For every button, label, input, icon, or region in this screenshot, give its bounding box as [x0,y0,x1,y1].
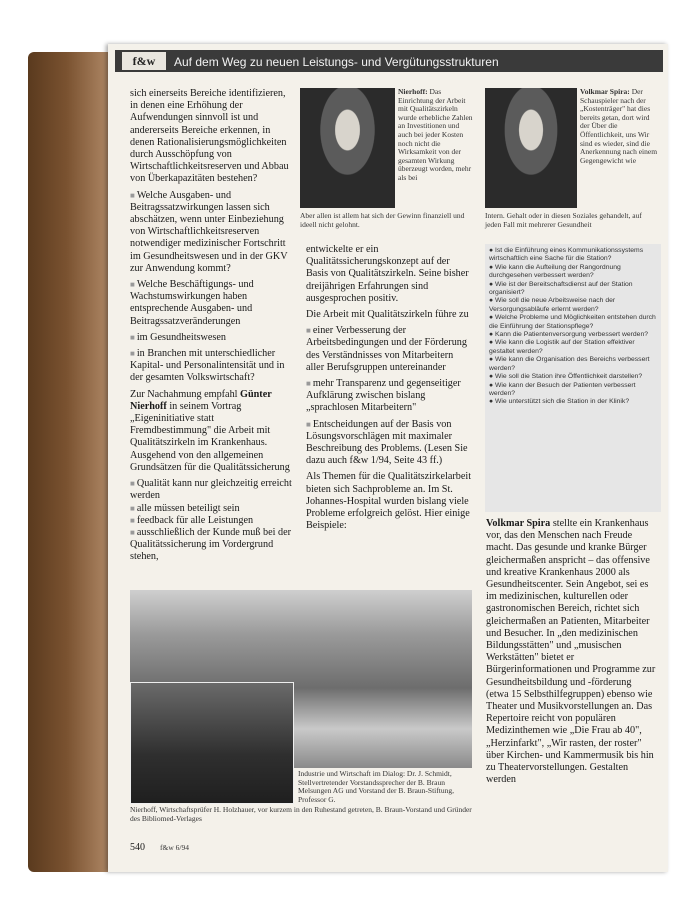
middle-para1: entwickelte er ein Qualitätssicherungskonzept auf der Basis von Qualitätszirkeln. Seine bisher dreijährigen Erfahrungen sind ausgesprochen positiv. [306,244,469,304]
question-item: ● Kann die Patientenversorgung verbessert werden? [489,331,657,339]
left-bullet8: ■ ausschließlich der Kunde muß bei der Qualitätssicherung im Vordergrund stehen, [130,527,292,564]
header-title: Auf dem Weg zu neuen Leistungs- und Vergütungsstrukturen [174,55,499,69]
left-bullet3: ■ im Gesundheitswesen [130,332,292,344]
question-item: ● Wie kann die Organisation des Bereichs verbessert werden? [489,356,657,373]
conference-caption-bottom: Nierhoff, Wirtschaftsprüfer H. Holzhauer, vor kurzem in den Ruhestand getreten, B. Braun-Vorstand und Gründer des Bibliomed-Verlages [130,805,472,823]
question-item: ● Welche Probleme und Möglichkeiten entstehen durch die Einführung der Stationspflege? [489,314,657,331]
question-item: ● Wie soll die Station ihre Öffentlichkeit darstellen? [489,373,657,381]
left-bullet5: ■ Qualität kann nur gleichzeitig erreicht werden [130,478,292,502]
middle-bullet1: ■ einer Verbesserung der Arbeitsbedingungen und der Förderung des Verständnisses von Mitarbeitern aller Berufsgruppen untereinander [306,325,472,374]
left-para1: sich einerseits Bereiche identifizieren, in denen eine Erhöhung der Aufwendungen sinnvoll ist und andererseits Bereiche erkennen, in denen Rationalisierungsmöglichkeiten durch Ausschöpfung von Wirtschaftlichkeitsreserven und Abbau von Überkapazitäten bestehen? [130,88,289,185]
left-bullet1: ■ Welche Ausgaben- und Beitragssatzwirkungen lassen sich abschätzen, wenn unter Einbeziehung von Wirtschaftlichkeitsreserven notwendiger medizinischer Fortschritt im Gesundheitswesen und in der GKV zur Anwendung kommt? [130,190,292,275]
speaker-nierhoff: Günter Nierhoff [130,388,272,412]
left-column [130,88,292,564]
middle-column [306,244,472,536]
question-box [485,244,661,512]
left-bullet7: ■ feedback für alle Leistungen [130,515,292,527]
right-column-text: stellte ein Krankenhaus vor, das den Menschen nach Freude macht. Das gesunde und kranke Bürger gleichermaßen anspricht – das offensive und kreative Krankenhaus 2000 als Gesundheitscenter. Sein Angebot, sei es im medizinischen, kulturellen oder gastronomischen Bereich, richtet sich gleichermaßen an Patienten, Mitarbeiter und Besucher. In „den medizinischen Bildungsstätten" und „musischen Werkstätten" bietet er Bürgerinformationen und Programme zur Gesundheitsbildung und -förderung (etwa 15 Selbsthilfegruppen) ebenso wie Theater und Musikvorstellungen an. Das Repertoire reicht von populären Medizinthemen wie „Die Frau ab 40", „Herzinfarkt", „Wir rasten, der roster" über Kirchen- und Kammermusik bis hin zu Theatervorstellungen. Gestalten werden [486,518,656,786]
right-column [486,518,656,786]
nierhoff-caption: Aber allen ist allem hat sich der Gewinn finanziell und ideell nicht gelohnt. [300,211,465,229]
conference-caption-right: Industrie und Wirtschaft im Dialog: Dr. J. Schmidt, Stellvertretender Vorstandssprecher der B. Braun Melsungen AG und Vorstand der B. Braun-Stiftung, Professor G. [298,769,454,804]
spira-quote [580,88,658,165]
spira-quote-label: Volkmar Spira: [580,87,630,96]
spira-quote-text: Der Schauspieler nach der „Kostenträger" hat dies bereits getan, dort wird der Über die Öffentlichkeit, uns Wir sind es wieder, sind die Anerkennung nach einem Gegengewicht wie [580,87,658,165]
left-para2-post: in seinem Vortrag „Eigeninitiative statt Fremdbestimmung" die Arbeit mit Qualitätszirkeln im Krankenhaus. Ausgehend von den allgemeinen Grundsätzen für die Qualitätssicherung [130,400,290,473]
left-para2 [130,389,292,474]
question-item: ● Wie kann die Aufteilung der Rangordnung durchgesehen verbessert werden? [489,264,657,281]
question-item: ● Wie soll die neue Arbeitsweise nach der Versorgungsabläufe erlernt werden? [489,297,657,314]
conference-inset-photo [130,682,294,804]
question-item: ● Wie kann die Logistik auf der Station effektiver gestaltet werden? [489,339,657,356]
spira-caption: Intern. Gehalt oder in diesen Soziales gehandelt, auf jeden Fall mit mehrerer Gesundheit [485,211,642,229]
journal-issue: f&w 6/94 [160,843,189,852]
speaker-spira: Volkmar Spira [486,518,551,529]
left-para2-pre: Zur Nachahmung empfahl [130,388,241,400]
question-item: ● Wie ist der Bereitschaftsdienst auf der Station organisiert? [489,281,657,298]
nierhoff-quote-text: Das Einrichtung der Arbeit mit Qualitätszirkeln wurde erhebliche Zahlen an Investitionen und auch bei jeder Kosten noch nicht die Wirksamkeit von der gesamten Wirkung überzeugt worden, mehr als bei [398,87,473,182]
middle-para3: Als Themen für die Qualitätszirkelarbeit bieten sich Sachprobleme an. Im St. Johannes-Hospital wurden bislang viele Probleme erfolgreich gelöst. Hier einige Beispiele: [306,471,472,532]
middle-para2: Die Arbeit mit Qualitätszirkeln führe zu [306,309,469,321]
spira-photo [485,88,577,208]
question-item: ● Wie unterstützt sich die Station in der Klinik? [489,398,657,406]
middle-bullet3: ■ Entscheidungen auf der Basis von Lösungsvorschlägen mit maximaler Beschreibung des Problems. (Lesen Sie dazu auch f&w 1/94, Seite 43 ff.) [306,419,472,468]
page-number: 540 [130,842,145,853]
nierhoff-photo [300,88,395,208]
middle-bullet2: ■ mehr Transparenz und gegenseitiger Aufklärung zwischen bislang „sprachlosen Mitarbeitern" [306,378,472,415]
journal-logo: f&w [122,52,166,70]
nierhoff-quote [398,88,473,183]
left-bullet4: ■ in Branchen mit unterschiedlicher Kapital- und Personalintensität und in der gesamten Volkswirtschaft? [130,348,292,385]
nierhoff-quote-label: Nierhoff: [398,87,428,96]
left-bullet2: ■ Welche Beschäftigungs- und Wachstumswirkungen haben entsprechende Ausgaben- und Beitragssatzveränderungen [130,279,292,328]
question-item: ● Ist die Einführung eines Kommunikationssystems wirtschaftlich eine Sache für die Station? [489,247,657,264]
left-bullet6: ■ alle müssen beteiligt sein [130,503,292,515]
question-item: ● Wie kann der Besuch der Patienten verbessert werden? [489,382,657,399]
